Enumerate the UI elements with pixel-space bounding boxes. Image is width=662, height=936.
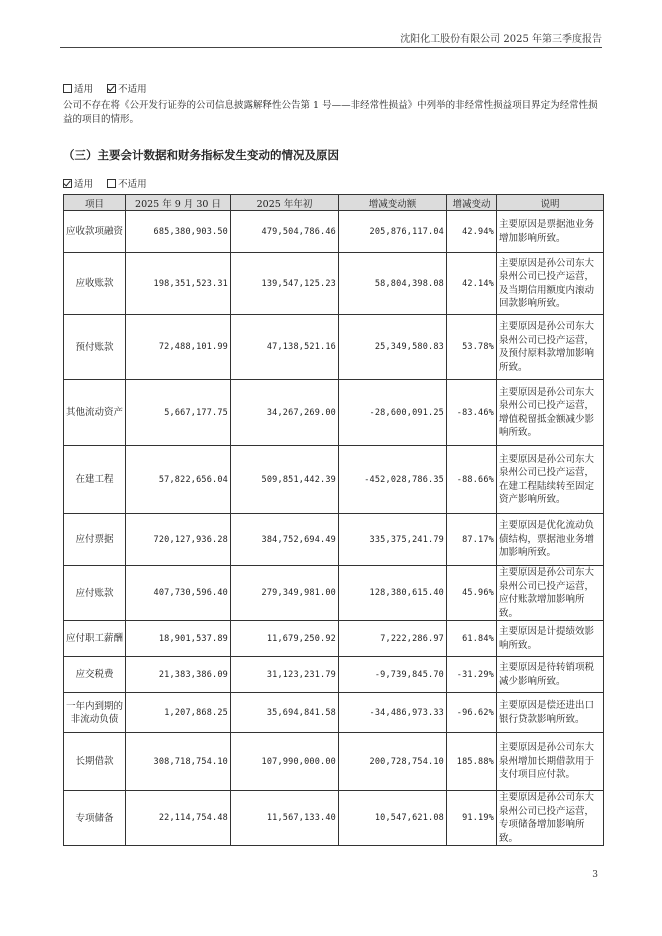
row-sep30-value: 407,730,596.40: [126, 566, 231, 621]
row-explanation: 主要原因是孙公司东大泉州公司已投产运营，专项储备增加影响所致。: [497, 791, 604, 846]
column-header-explanation: 说明: [497, 195, 604, 211]
table-row: [64, 211, 604, 253]
row-change-amount: -452,028,786.35: [339, 446, 447, 514]
row-item: 预付账款: [64, 315, 126, 380]
option-applicable-label: 适用: [74, 84, 94, 95]
row-item: 在建工程: [64, 446, 126, 514]
non-recurring-statement: 公司不存在将《公开发行证券的公司信息披露解释性公告第 1 号——非经常性损益》中列举的非经常性损益项目界定为经常性损益的项目的情形。: [63, 100, 598, 125]
row-change-pct: -31.29%: [447, 657, 497, 693]
row-explanation: 主要原因是孙公司东大泉州增加长期借款用于支付项目应付款。: [497, 733, 604, 791]
applicability-options-top: [63, 81, 147, 95]
row-explanation: 主要原因是待转销项税减少影响所致。: [497, 657, 604, 693]
row-sep30-value: 72,488,101.99: [126, 315, 231, 380]
row-change-pct: 53.78%: [447, 315, 497, 380]
row-year-start-value: 47,138,521.16: [231, 315, 339, 380]
row-change-pct: 42.14%: [447, 253, 497, 315]
row-change-pct: -83.46%: [447, 380, 497, 446]
row-explanation: 主要原因是偿还进出口银行贷款影响所致。: [497, 693, 604, 733]
applicability-options-table: [63, 176, 147, 190]
row-sep30-value: 57,822,656.04: [126, 446, 231, 514]
row-change-pct: -96.62%: [447, 693, 497, 733]
row-item: 应收账款: [64, 253, 126, 315]
row-item: 应交税费: [64, 657, 126, 693]
financial-changes-table: [63, 194, 604, 846]
row-explanation: 主要原因是优化流动负债结构，票据池业务增加影响所致。: [497, 514, 604, 566]
row-change-amount: 58,804,398.08: [339, 253, 447, 315]
checkbox-not-applicable-top[interactable]: [107, 84, 116, 93]
row-change-pct: 42.94%: [447, 211, 497, 253]
row-change-amount: 335,375,241.79: [339, 514, 447, 566]
row-change-pct: 91.19%: [447, 791, 497, 846]
table-row: [64, 733, 604, 791]
column-header-change-pct: 增减变动: [447, 195, 497, 211]
table-header-row: [64, 195, 604, 211]
row-change-amount: 200,728,754.10: [339, 733, 447, 791]
row-change-pct: 61.84%: [447, 621, 497, 657]
row-explanation: 主要原因是孙公司东大泉州公司已投产运营，应付账款增加影响所致。: [497, 566, 604, 621]
row-item: 应付账款: [64, 566, 126, 621]
page-number: 3: [592, 870, 598, 880]
row-change-amount: 10,547,621.08: [339, 791, 447, 846]
table-row: [64, 791, 604, 846]
row-change-pct: -88.66%: [447, 446, 497, 514]
row-item: 其他流动资产: [64, 380, 126, 446]
row-sep30-value: 21,383,386.09: [126, 657, 231, 693]
row-change-amount: -9,739,845.70: [339, 657, 447, 693]
column-header-year-start: 2025 年年初: [231, 195, 339, 211]
row-sep30-value: 720,127,936.28: [126, 514, 231, 566]
row-change-amount: 7,222,286.97: [339, 621, 447, 657]
row-change-amount: -34,486,973.33: [339, 693, 447, 733]
table-row: [64, 514, 604, 566]
row-sep30-value: 22,114,754.48: [126, 791, 231, 846]
row-item: 一年内到期的非流动负债: [64, 693, 126, 733]
table-row: [64, 446, 604, 514]
row-year-start-value: 279,349,981.00: [231, 566, 339, 621]
row-year-start-value: 31,123,231.79: [231, 657, 339, 693]
row-year-start-value: 11,679,250.92: [231, 621, 339, 657]
row-explanation: 主要原因是孙公司东大泉州公司已投产运营，及当期信用额度内滚动回款影响所致。: [497, 253, 604, 315]
row-year-start-value: 35,694,841.58: [231, 693, 339, 733]
row-year-start-value: 139,547,125.23: [231, 253, 339, 315]
row-item: 专项储备: [64, 791, 126, 846]
row-year-start-value: 34,267,269.00: [231, 380, 339, 446]
row-change-pct: 185.88%: [447, 733, 497, 791]
checkbox-applicable-table[interactable]: [63, 179, 72, 188]
table-row: [64, 315, 604, 380]
row-change-amount: 128,380,615.40: [339, 566, 447, 621]
table-row: [64, 380, 604, 446]
header-divider: [60, 47, 602, 48]
checkbox-not-applicable-table[interactable]: [107, 179, 116, 188]
row-change-amount: 205,876,117.04: [339, 211, 447, 253]
column-header-sep30: 2025 年 9 月 30 日: [126, 195, 231, 211]
row-item: 应收款项融资: [64, 211, 126, 253]
row-sep30-value: 18,901,537.89: [126, 621, 231, 657]
table-row: [64, 566, 604, 621]
row-item: 应付职工薪酬: [64, 621, 126, 657]
table-row: [64, 621, 604, 657]
row-explanation: 主要原因是计提绩效影响所致。: [497, 621, 604, 657]
option-not-applicable-label: 不适用: [118, 179, 147, 190]
row-explanation: 主要原因是孙公司东大泉州公司已投产运营，在建工程陆续转至固定资产影响所致。: [497, 446, 604, 514]
row-item: 长期借款: [64, 733, 126, 791]
row-explanation: 主要原因是票据池业务增加影响所致。: [497, 211, 604, 253]
row-explanation: 主要原因是孙公司东大泉州公司已投产运营，增值税留抵金额减少影响所致。: [497, 380, 604, 446]
row-item: 应付票据: [64, 514, 126, 566]
row-explanation: 主要原因是孙公司东大泉州公司已投产运营，及预付原料款增加影响所致。: [497, 315, 604, 380]
option-applicable-label: 适用: [74, 179, 94, 190]
row-sep30-value: 1,207,868.25: [126, 693, 231, 733]
section-heading: （三）主要会计数据和财务指标发生变动的情况及原因: [63, 148, 339, 162]
column-header-item: 项目: [64, 195, 126, 211]
row-sep30-value: 308,718,754.10: [126, 733, 231, 791]
row-change-amount: 25,349,580.83: [339, 315, 447, 380]
row-change-pct: 45.96%: [447, 566, 497, 621]
row-sep30-value: 5,667,177.75: [126, 380, 231, 446]
row-year-start-value: 384,752,694.49: [231, 514, 339, 566]
checkbox-applicable-top[interactable]: [63, 84, 72, 93]
row-sep30-value: 198,351,523.31: [126, 253, 231, 315]
row-change-amount: -28,600,091.25: [339, 380, 447, 446]
row-year-start-value: 479,504,786.46: [231, 211, 339, 253]
row-year-start-value: 509,851,442.39: [231, 446, 339, 514]
report-header-title: 沈阳化工股份有限公司 2025 年第三季度报告: [400, 34, 602, 45]
table-row: [64, 253, 604, 315]
row-sep30-value: 685,380,903.50: [126, 211, 231, 253]
row-year-start-value: 11,567,133.40: [231, 791, 339, 846]
row-change-pct: 87.17%: [447, 514, 497, 566]
table-row: [64, 657, 604, 693]
row-year-start-value: 107,990,000.00: [231, 733, 339, 791]
table-row: [64, 693, 604, 733]
option-not-applicable-label: 不适用: [118, 84, 147, 95]
column-header-change-amount: 增减变动额: [339, 195, 447, 211]
